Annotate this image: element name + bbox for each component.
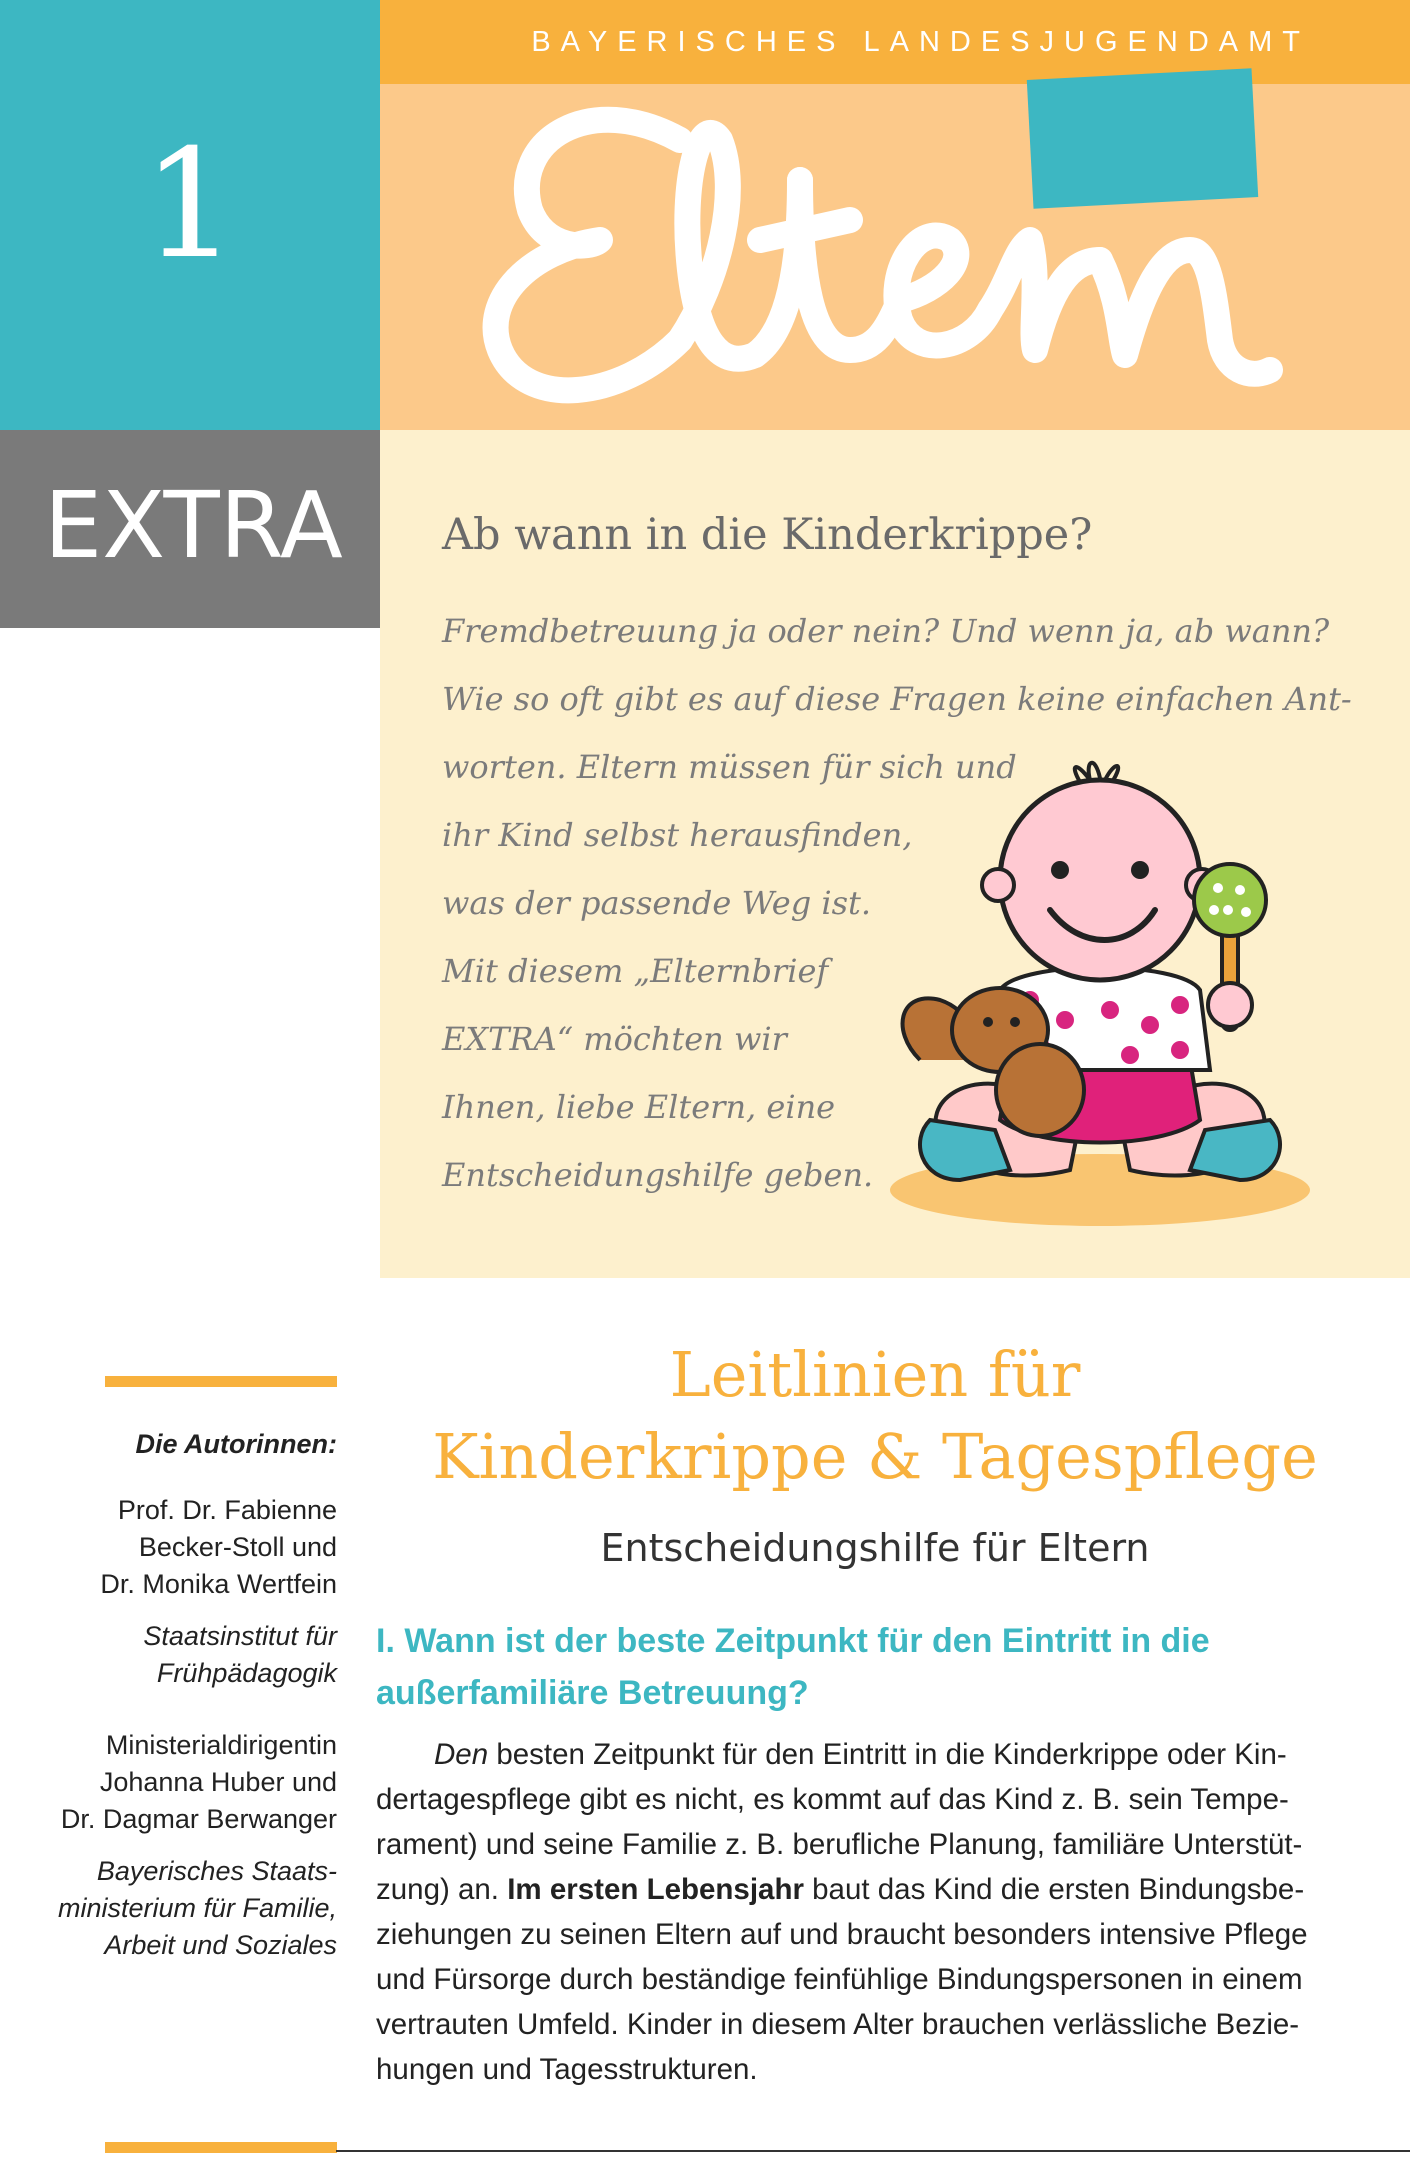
- body-text-span: zung) an.: [376, 1873, 508, 1906]
- body-text: rament) und seine Familie z. B. berufliche Planung, familiäre Unterstüt-: [376, 1828, 1303, 1861]
- author-name: Dr. Monika Wertfein: [100, 1569, 337, 1599]
- author-affiliation: Frühpädagogik: [156, 1658, 337, 1688]
- emphasis: Den: [434, 1738, 489, 1771]
- footer-rule: [336, 2150, 1410, 2152]
- footer-accent-bar: [105, 2142, 337, 2153]
- main-title: Leitlinien für: [669, 1338, 1081, 1411]
- body-text-span: baut das Kind die ersten Bindungsbe-: [803, 1873, 1305, 1906]
- organization-name: BAYERISCHES LANDESJUGENDAMT: [531, 26, 1310, 58]
- author-name: Prof. Dr. Fabienne: [117, 1495, 337, 1525]
- author-name: Johanna Huber und: [99, 1767, 337, 1797]
- body-text: dertagespflege gibt es nicht, es kommt auf das Kind z. B. sein Tempe-: [376, 1783, 1289, 1816]
- bold-text: Im ersten Lebensjahr: [507, 1873, 804, 1906]
- body-text-span: besten Zeitpunkt für den Eintritt in die Kinderkrippe oder Kin-: [488, 1738, 1287, 1771]
- body-text: [376, 1873, 1304, 1907]
- body-text: und Fürsorge durch beständige feinfühlige Bindungspersonen in einem: [376, 1963, 1303, 1996]
- body-text: ziehungen zu seinen Eltern auf und braucht besonders intensive Pflege: [376, 1918, 1308, 1951]
- body-text: hungen und Tagesstrukturen.: [376, 2053, 758, 2086]
- intro-line: EXTRA“ möchten wir: [442, 1020, 787, 1058]
- issue-number: 1: [142, 118, 238, 292]
- author-name: Becker-Stoll und: [138, 1532, 337, 1562]
- intro-line: Ihnen, liebe Eltern, eine: [442, 1088, 836, 1126]
- intro-line: Fremdbetreuung ja oder nein? Und wenn ja, ab wann?: [442, 612, 1330, 650]
- author-affiliation: Bayerisches Staats-: [96, 1856, 337, 1886]
- issue-number-block: [0, 0, 380, 430]
- author-affiliation: ministerium für Familie,: [57, 1893, 337, 1923]
- organization-strip: [380, 0, 1410, 84]
- author-affiliation: Arbeit und Soziales: [104, 1930, 337, 1960]
- authors-heading: Die Autorinnen:: [135, 1429, 337, 1459]
- intro-line: Mit diesem „Elternbrief: [442, 952, 829, 990]
- extra-label: EXTRA: [44, 472, 343, 579]
- author-affiliation: Staatsinstitut für: [143, 1621, 337, 1651]
- subtitle: Entscheidungshilfe für Eltern: [600, 1526, 1150, 1570]
- author-name: Dr. Dagmar Berwanger: [60, 1804, 337, 1834]
- extra-block: [0, 430, 380, 628]
- intro-title: Ab wann in die Kinderkrippe?: [442, 510, 1093, 560]
- intro-line: Entscheidungshilfe geben.: [442, 1156, 874, 1194]
- main-title: Kinderkrippe & Tagespflege: [432, 1420, 1318, 1493]
- section-heading: außerfamiliäre Betreuung?: [376, 1674, 809, 1712]
- body-text: vertrauten Umfeld. Kinder in diesem Alter brauchen verlässliche Bezie-: [376, 2008, 1300, 2041]
- body-text: [434, 1738, 1287, 1772]
- intro-line: ihr Kind selbst herausfinden,: [442, 816, 913, 854]
- intro-line: was der passende Weg ist.: [442, 884, 872, 922]
- section-heading: I. Wann ist der beste Zeitpunkt für den Eintritt in die: [376, 1622, 1210, 1660]
- baby-illustration: [880, 760, 1320, 1230]
- author-divider: [105, 1376, 337, 1387]
- intro-line: Wie so oft gibt es auf diese Fragen keine einfachen Ant-: [442, 680, 1352, 718]
- intro-line: worten. Eltern müssen für sich und: [442, 748, 1017, 786]
- eltern-logo: [470, 100, 1290, 440]
- author-name: Ministerialdirigentin: [105, 1730, 337, 1760]
